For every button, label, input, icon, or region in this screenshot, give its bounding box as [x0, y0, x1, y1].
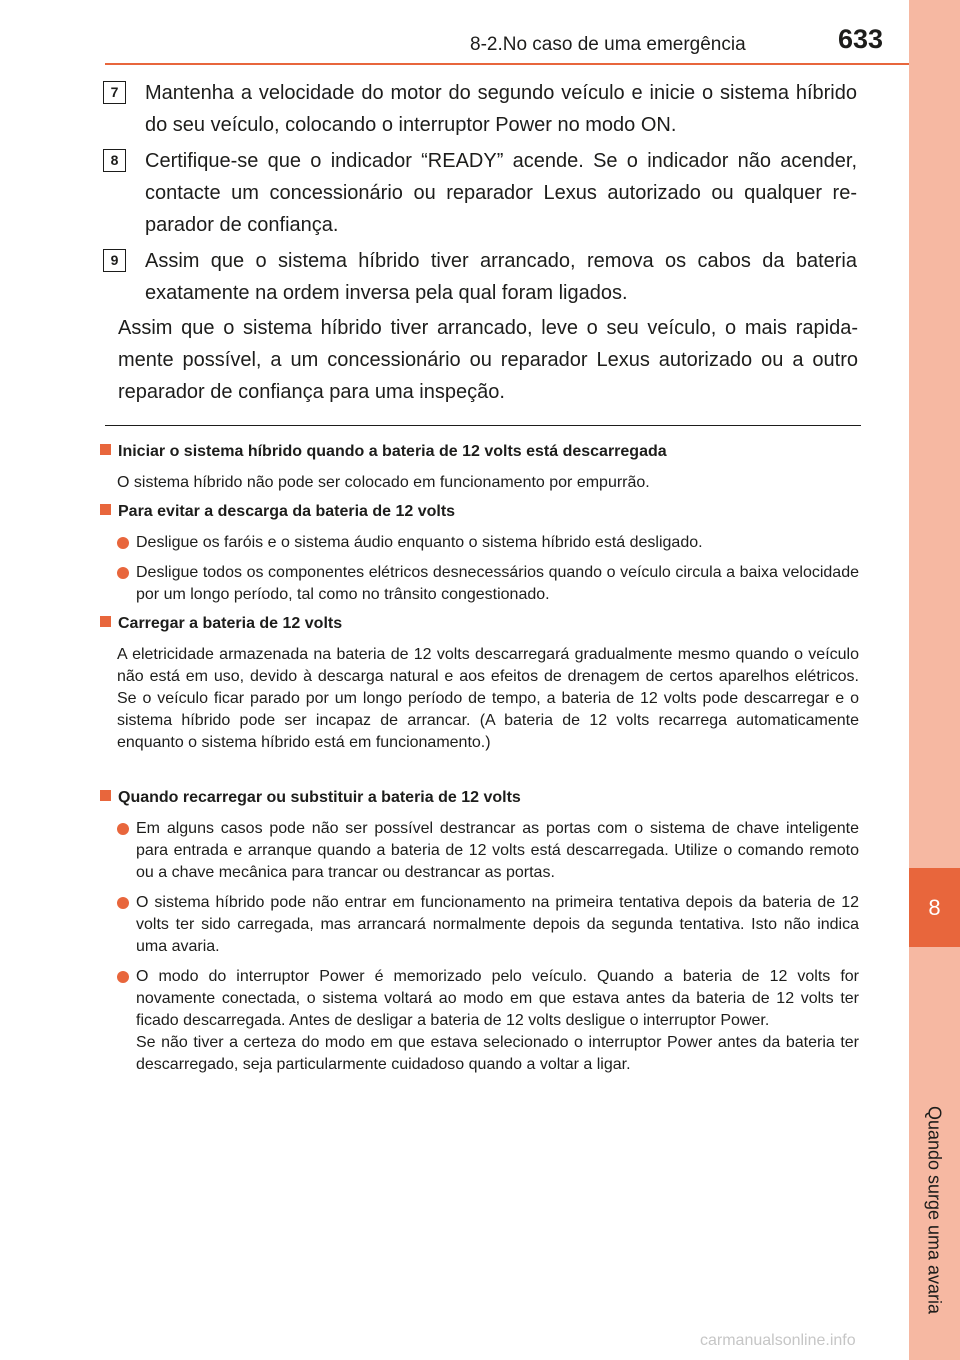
- note-heading: Para evitar a descarga da bateria de 12 volts: [100, 502, 455, 522]
- note-heading: Carregar a bateria de 12 volts: [100, 614, 342, 634]
- step-8: [103, 145, 857, 241]
- square-bullet-icon: [100, 616, 111, 627]
- closing-paragraph: Assim que o sistema híbrido tiver arrancado, leve o seu veículo, o mais rapida-mente possível, a um concessionário ou reparador Lexus autorizado ou a outro reparador de confiança para uma inspeção.: [118, 317, 858, 403]
- step-text: Certifique-se que o indicador “READY” acende. Se o indicador não acender, contacte um concessionário ou reparador Lexus autorizado ou qualquer re-parador de confiança.: [145, 150, 857, 236]
- step-9: [103, 245, 857, 309]
- circle-bullet-icon: [117, 971, 129, 983]
- chapter-number: 8: [928, 894, 941, 920]
- step-number-badge: 9: [103, 249, 126, 272]
- step-text: Mantenha a velocidade do motor do segundo veículo e inicie o sistema híbrido do seu veículo, colocando o interruptor Power no modo ON.: [145, 82, 857, 136]
- section-title: 8-2.No caso de uma emergência: [470, 34, 746, 55]
- circle-bullet-icon: [117, 823, 129, 835]
- list-item: O sistema híbrido pode não entrar em funcionamento na primeira tentativa depois da bateria de 12 volts ter sido carregada, mas arrancará normalmente depois da segunda tentativa. Isto não indica uma avaria.: [117, 892, 859, 958]
- circle-bullet-icon: [117, 537, 129, 549]
- page-number: 633: [838, 24, 884, 54]
- square-bullet-icon: [100, 444, 111, 455]
- header-rule: [105, 63, 909, 65]
- watermark: carmanualsonline.info: [700, 1332, 856, 1349]
- list-item: Em alguns casos pode não ser possível destrancar as portas com o sistema de chave inteligente para entrada e arranque quando a bateria de 12 volts está descarregada. Utilize o comando remoto ou a chave mecânica para trancar ou destrancar as portas.: [117, 818, 859, 884]
- circle-bullet-icon: [117, 897, 129, 909]
- circle-bullet-icon: [117, 567, 129, 579]
- chapter-title: Quando surge uma avaria: [924, 1105, 945, 1315]
- list-item: O modo do interruptor Power é memorizado pelo veículo. Quando a bateria de 12 volts for novamente conectada, o sistema voltará ao modo em que estava antes da bateria de 12 volts ter ficado descarregada. Antes de desligar a bateria de 12 volts desligue o interruptor Power. Se não tiver a certeza do modo em que estava selecionado o interruptor Power antes da bateria ter descarregado, seja particularmente cuidadoso quando a voltar a ligar.: [117, 966, 859, 1076]
- note-text: A eletricidade armazenada na bateria de 12 volts descarregará gradualmente mesmo quando o veículo não está em uso, devido à descarga natural e aos efeitos de drenagem de certos aparelhos elétricos. Se o veículo ficar parado por um longo período de tempo, a bateria de 12 volts pode descarregar e o sistema híbrido pode ser incapaz de arrancar. (A bateria de 12 volts recarrega automaticamente enquanto o sistema híbrido está em funcionamento.): [117, 646, 859, 751]
- section-divider: [105, 425, 861, 426]
- square-bullet-icon: [100, 504, 111, 515]
- square-bullet-icon: [100, 790, 111, 801]
- step-number-badge: 7: [103, 81, 126, 104]
- note-heading: Quando recarregar ou substituir a bateria de 12 volts: [100, 788, 521, 808]
- step-number-badge: 8: [103, 149, 126, 172]
- step-7: [103, 77, 857, 141]
- step-text: Assim que o sistema híbrido tiver arrancado, remova os cabos da bateria exatamente na ordem inversa pela qual foram ligados.: [145, 250, 857, 304]
- list-item: Desligue os faróis e o sistema áudio enquanto o sistema híbrido está desligado.: [117, 532, 859, 554]
- note-text: O sistema híbrido não pode ser colocado em funcionamento por empurrão.: [117, 474, 650, 491]
- list-item: Desligue todos os componentes elétricos desnecessários quando o veículo circula a baixa velocidade por um longo período, tal como no trânsito congestionado.: [117, 562, 859, 606]
- note-heading: Iniciar o sistema híbrido quando a bateria de 12 volts está descarregada: [100, 442, 667, 462]
